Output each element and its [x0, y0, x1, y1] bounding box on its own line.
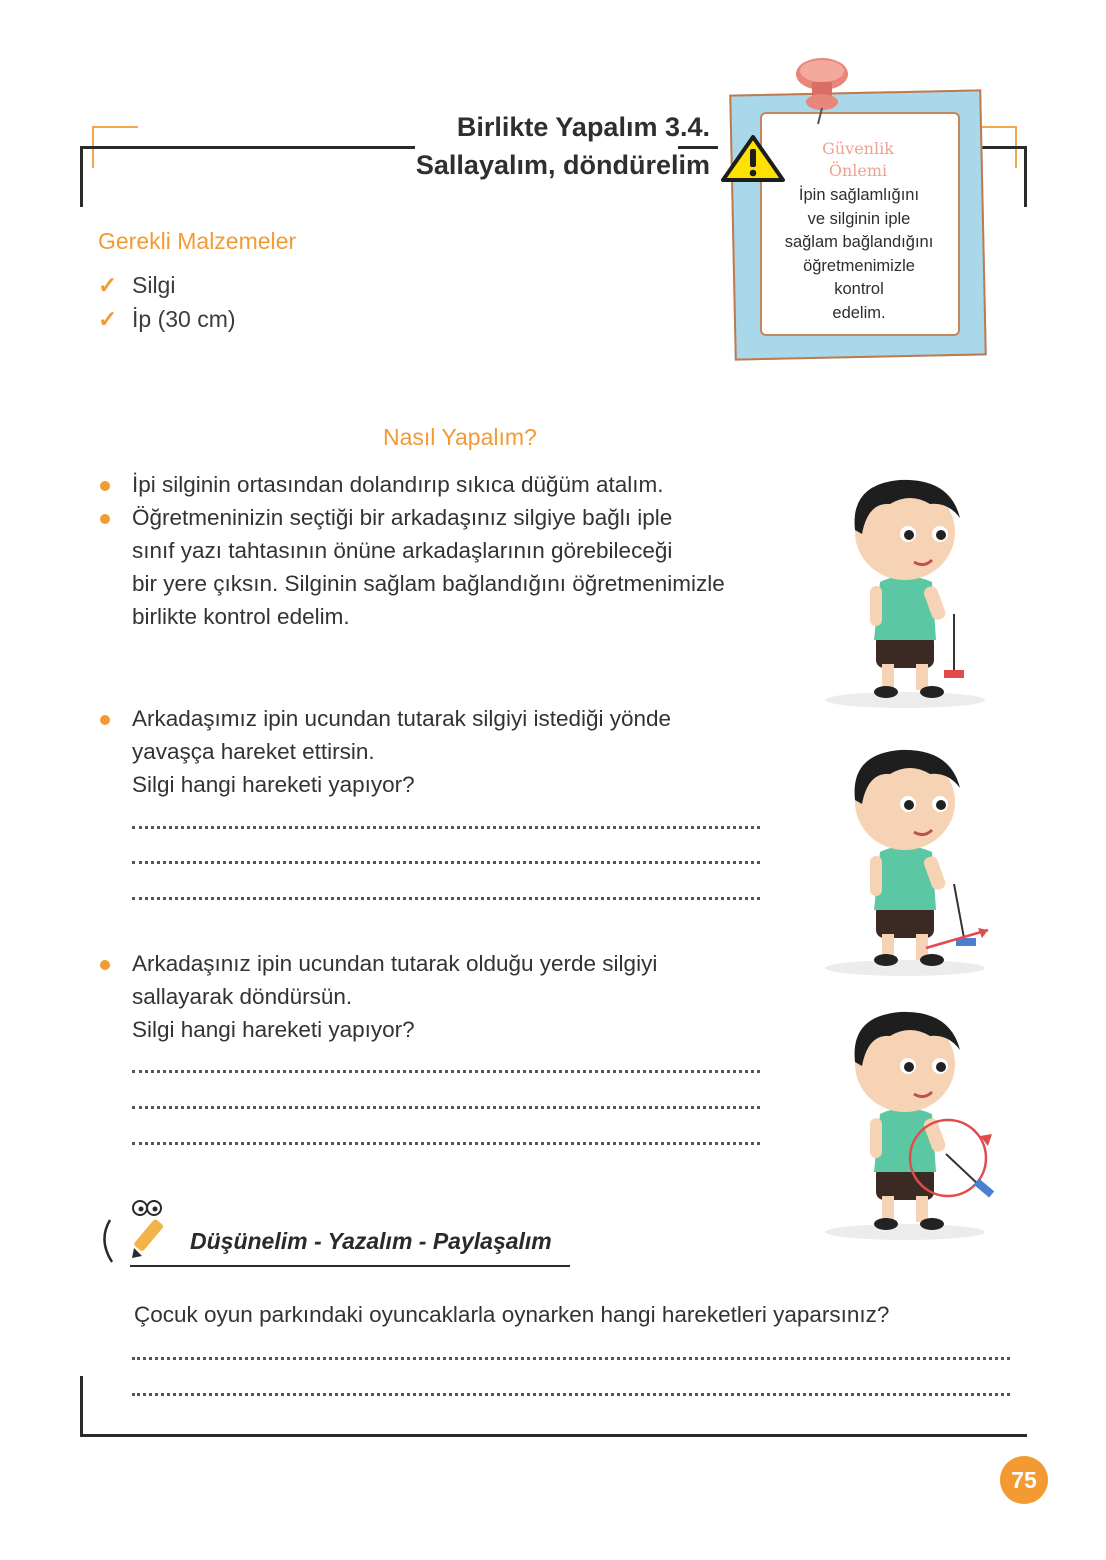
child-illustration: [820, 744, 1000, 980]
answer-line[interactable]: [132, 1393, 1010, 1396]
think-question: Çocuk oyun parkındaki oyuncaklarla oynarken hangi hareketleri yaparsınız?: [134, 1302, 890, 1327]
material-item: ✓ İp (30 cm): [98, 306, 236, 332]
thinking-pencil-icon: [98, 1196, 190, 1268]
bullet-icon: [100, 481, 110, 491]
materials-heading: Gerekli Malzemeler: [98, 228, 297, 254]
step-3-text: Arkadaşımız ipin ucundan tutarak silgiyi istediği yönde yavaşça hareket ettirsin. Silgi hangi hareketi yapıyor?: [132, 706, 672, 797]
answer-line[interactable]: [132, 1357, 1010, 1360]
pushpin-icon: [786, 52, 856, 126]
page-title: [380, 108, 710, 184]
think-heading: Düşünelim - Yazalım - Paylaşalım: [190, 1228, 552, 1254]
frame-top-left: [80, 146, 415, 207]
material-item: ✓ Silgi: [98, 272, 176, 298]
answer-line[interactable]: [132, 1070, 760, 1073]
check-icon: ✓: [98, 306, 118, 332]
page-number: 75: [1000, 1456, 1048, 1504]
step-4-text: Arkadaşınız ipin ucundan tutarak olduğu yerde silgiyi sallayarak döndürsün. Silgi hangi hareketi yapıyor?: [132, 951, 658, 1042]
think-underline: [130, 1265, 570, 1267]
answer-line[interactable]: [132, 861, 760, 864]
check-icon: ✓: [98, 272, 118, 298]
bullet-icon: [100, 514, 110, 524]
answer-line[interactable]: [132, 1106, 760, 1109]
safety-card-text: İpin sağlamlığını ve silginin iple sağlam bağlandığını öğretmenimizle kontrol edelim.: [784, 186, 934, 322]
answer-line[interactable]: [132, 897, 760, 900]
how-heading: Nasıl Yapalım?: [383, 424, 537, 450]
step-1-text: İpi silginin ortasından dolandırıp sıkıca düğüm atalım.: [132, 472, 664, 497]
bullet-icon: [100, 960, 110, 970]
title-line-2: Sallayalım, döndürelim: [415, 150, 710, 180]
bullet-icon: [100, 715, 110, 725]
warning-icon: [720, 134, 786, 184]
safety-card-title: Güvenlik Önlemi: [822, 139, 894, 180]
frame-bottom: [80, 1376, 1027, 1437]
child-illustration: [820, 474, 990, 710]
child-illustration: [820, 1006, 1010, 1242]
step-2-text: Öğretmeninizin seçtiği bir arkadaşınız silgiye bağlı iple sınıf yazı tahtasının önüne arkadaşlarının görebileceği bir yere çıksın. Silginin sağlam bağlandığını öğretmenimizle birlikte kontrol edelim.: [132, 505, 725, 629]
answer-line[interactable]: [132, 1142, 760, 1145]
title-line-1: Birlikte Yapalım 3.4.: [456, 112, 710, 142]
answer-line[interactable]: [132, 826, 760, 829]
